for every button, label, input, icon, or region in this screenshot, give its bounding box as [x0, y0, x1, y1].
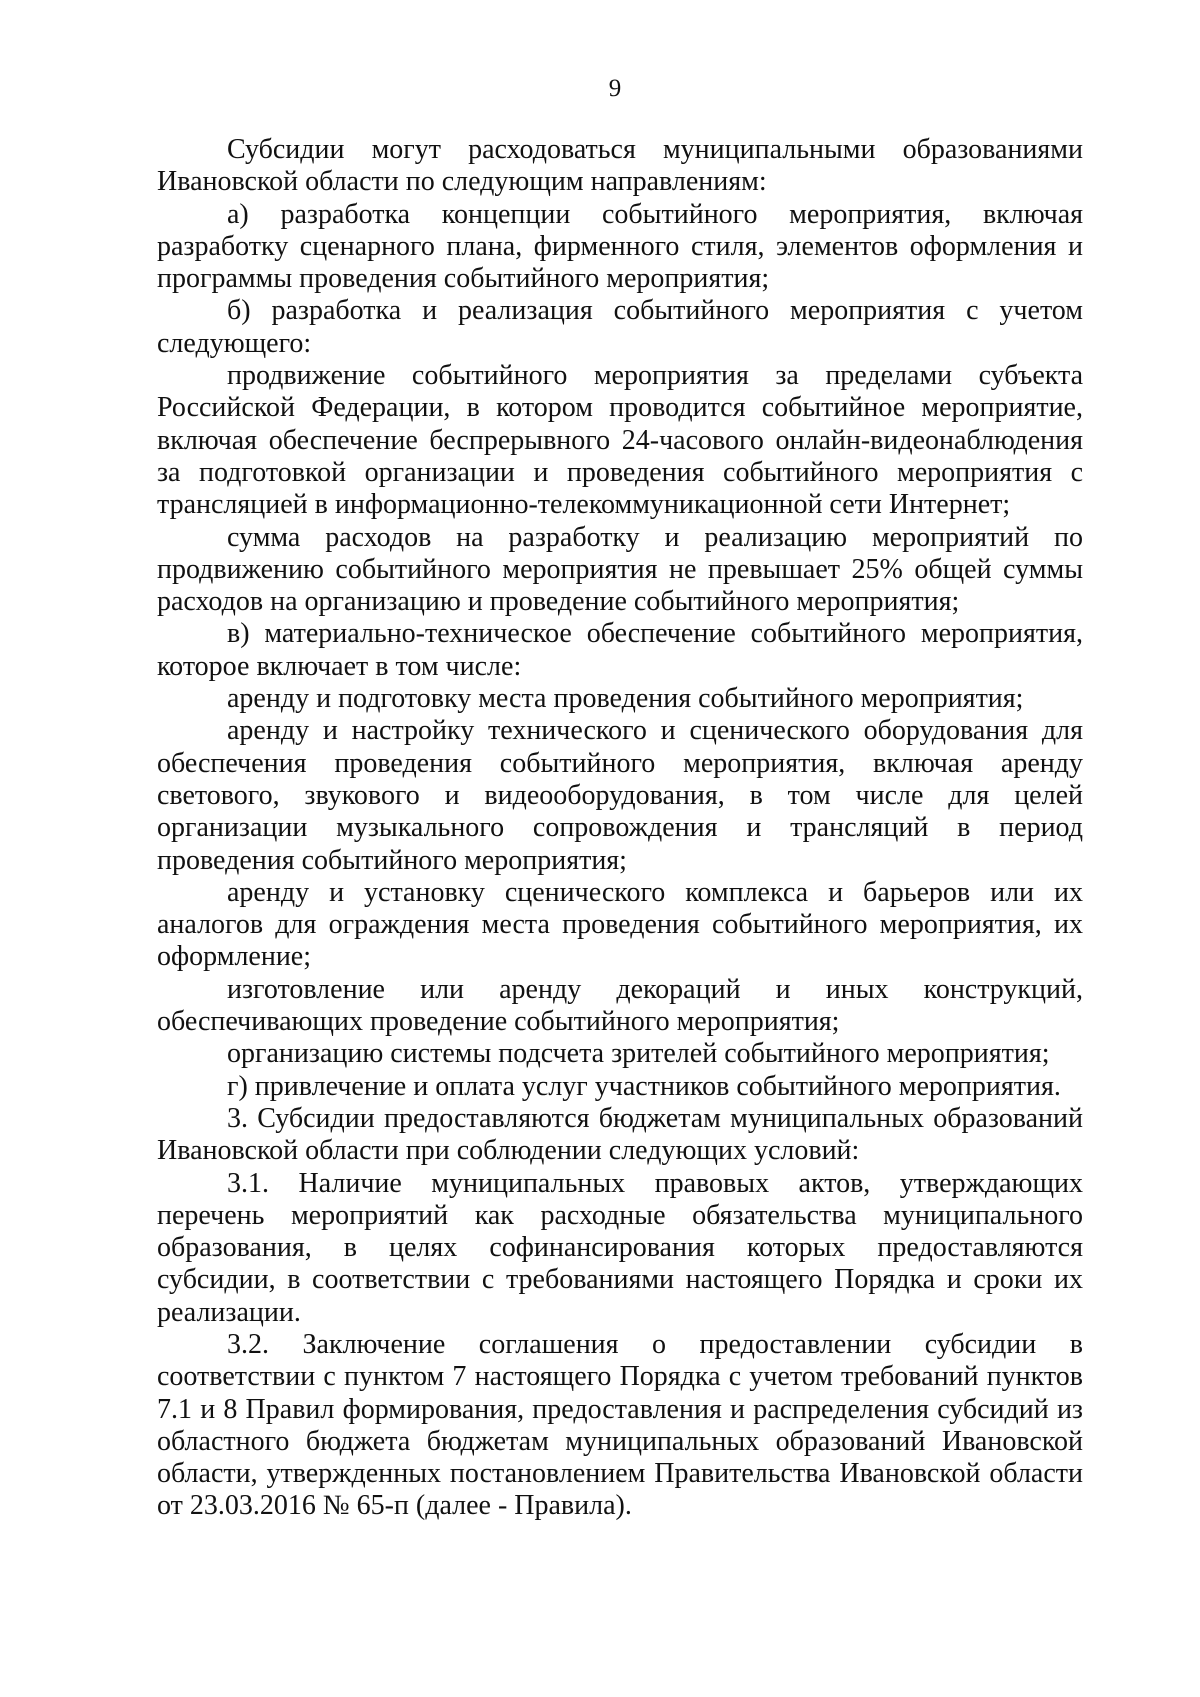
paragraph-item-g: г) привлечение и оплата услуг участников событийного мероприятия. [227, 1070, 1061, 1102]
paragraph-promotion: продвижение событийного мероприятия за пределами субъекта Российской Федерации, в котором проводится событийное мероприятие, включая обеспечение беспрерывного 24-часового онлайн-видеонаблюдения за подготовкой организации и проведения событийного мероприятия с трансляцией в информационно-телекоммуникационной сети Интернет; [157, 360, 1083, 521]
paragraph-item-a: а) разработка концепции событийного мероприятия, включая разработку сценарного плана, фирменного стиля, элементов оформления и программы проведения событийного мероприятия; [157, 198, 1083, 295]
paragraph-item-v: в) материально-техническое обеспечение событийного мероприятия, которое включает в том числе: [157, 618, 1083, 682]
paragraph-section-3-1: 3.1. Наличие муниципальных правовых актов, утверждающих перечень мероприятий как расходные обязательства муниципального образования, в целях софинансирования которых предоставляются субсидии, в соответствии с требованиями настоящего Порядка и сроки их реализации. [157, 1167, 1083, 1328]
paragraph-subsidy-directions: Субсидии могут расходоваться муниципальными образованиями Ивановской области по следующим направлениям: [157, 134, 1083, 198]
paragraph-section-3: 3. Субсидии предоставляются бюджетам муниципальных образований Ивановской области при соблюдении следующих условий: [157, 1102, 1083, 1167]
paragraph-spectator-count: организацию системы подсчета зрителей событийного мероприятия; [227, 1038, 1050, 1070]
paragraph-stage-rent: аренду и установку сценического комплекса и барьеров или их аналогов для ограждения места проведения событийного мероприятия, их оформление; [157, 876, 1083, 973]
paragraph-equipment-rent: аренду и настройку технического и сценического оборудования для обеспечения проведения событийного мероприятия, включая аренду светового, звукового и видеооборудования, в том числе для целей организации музыкального сопровождения и трансляций в период проведения событийного мероприятия; [157, 715, 1083, 876]
paragraph-item-b: б) разработка и реализация событийного мероприятия с учетом следующего: [157, 295, 1083, 359]
paragraph-promotion-cost: сумма расходов на разработку и реализацию мероприятий по продвижению событийного мероприятия не превышает 25% общей суммы расходов на организацию и проведение событийного мероприятия; [157, 521, 1083, 618]
paragraph-section-3-2: 3.2. Заключение соглашения о предоставлении субсидии в соответствии с пунктом 7 настоящего Порядка с учетом требований пунктов 7.1 и 8 Правил формирования, предоставления и распределения субсидий из областного бюджета бюджетам муниципальных образований Ивановской области, утвержденных постановлением Правительства Ивановской области от 23.03.2016 № 65-п (далее - Правила). [157, 1328, 1083, 1522]
document-body [157, 134, 1083, 1523]
paragraph-venue-rent: аренду и подготовку места проведения событийного мероприятия; [227, 683, 1024, 715]
paragraph-decorations: изготовление или аренду декораций и иных конструкций, обеспечивающих проведение событийного мероприятия; [157, 973, 1083, 1038]
page-number: 9 [608, 75, 622, 102]
